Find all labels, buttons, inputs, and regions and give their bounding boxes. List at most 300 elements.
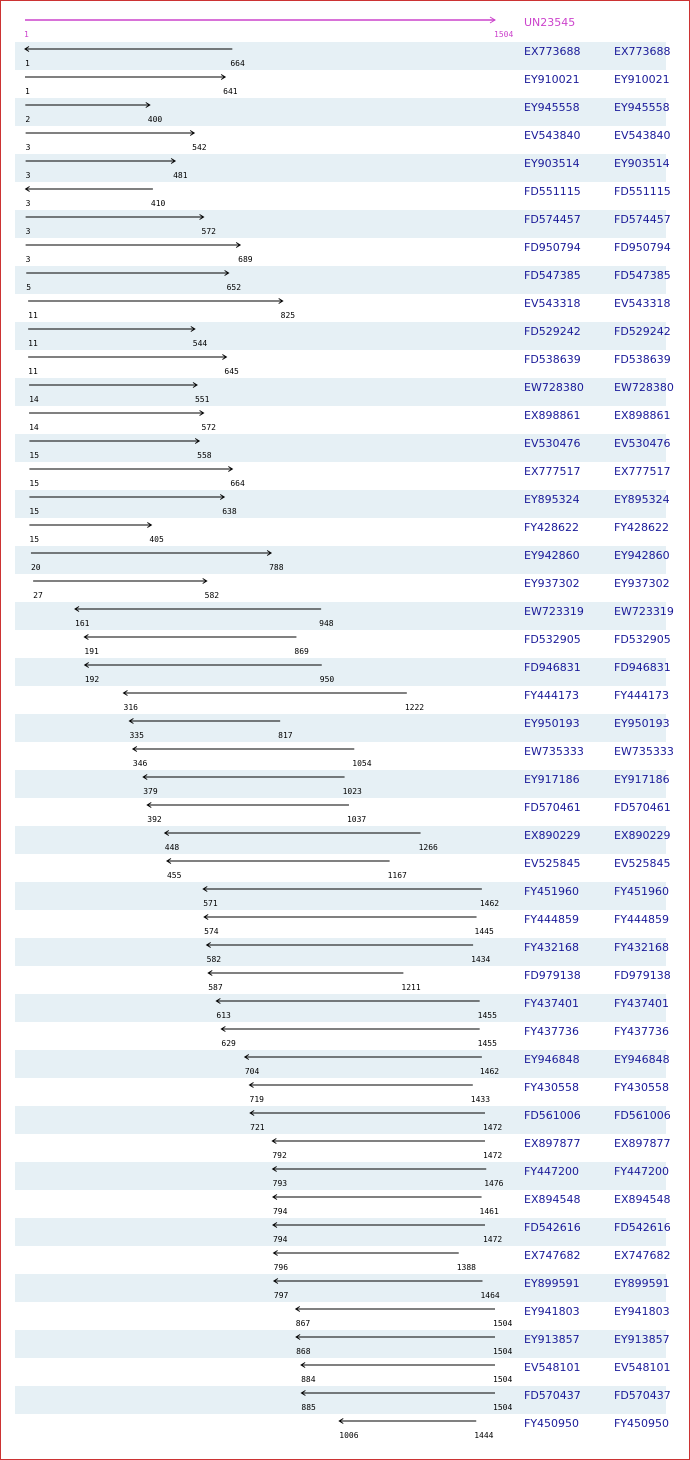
read-track	[15, 602, 515, 630]
read-track	[15, 1218, 515, 1246]
accession-link-secondary[interactable]: EY941803	[614, 1305, 670, 1318]
accession-link-secondary[interactable]: FD574457	[614, 213, 671, 226]
read-start-label: 15	[29, 479, 40, 488]
read-end-label: 645	[224, 367, 239, 376]
read-track	[15, 938, 515, 966]
read-start-label: 719	[249, 1095, 264, 1104]
read-end-label: 1504	[493, 1375, 513, 1384]
read-track	[15, 98, 515, 126]
alignment-row	[15, 70, 670, 98]
read-end-label: 1472	[482, 1151, 503, 1160]
alignment-row	[15, 854, 671, 882]
accession-link[interactable]: EY942860	[524, 549, 580, 562]
read-end-label: 1462	[479, 1067, 500, 1076]
alignment-row	[15, 826, 671, 854]
accession-link[interactable]: FY432168	[524, 941, 580, 954]
accession-link[interactable]: FY444173	[524, 689, 580, 702]
accession-link-secondary[interactable]: FY450950	[614, 1417, 670, 1430]
alignment-row	[15, 1050, 670, 1078]
alignment-row	[15, 966, 671, 994]
accession-link[interactable]: FD950794	[524, 241, 581, 254]
read-start-label: 794	[272, 1207, 288, 1216]
read-end-label: 664	[230, 479, 245, 488]
read-end-label: 1445	[474, 927, 494, 936]
read-end-label: 1455	[477, 1039, 497, 1048]
alignment-row	[15, 350, 671, 378]
accession-link[interactable]: FD547385	[524, 269, 581, 282]
accession-link[interactable]: FD529242	[524, 325, 581, 338]
alignment-row	[15, 238, 671, 266]
read-end-label: 638	[222, 507, 237, 516]
read-start-label: 20	[30, 563, 41, 572]
read-start-label: 582	[206, 955, 222, 964]
read-start-label: 587	[208, 983, 223, 992]
read-start-label: 629	[221, 1039, 236, 1048]
read-end-label: 689	[238, 255, 253, 264]
accession-link-secondary[interactable]: EV525845	[614, 857, 671, 870]
accession-link[interactable]: EX773688	[524, 45, 581, 58]
read-track	[15, 378, 515, 406]
read-track	[15, 350, 515, 378]
read-start-label: 868	[296, 1347, 311, 1356]
alignment-row	[15, 630, 671, 658]
read-end-label: 1472	[482, 1123, 503, 1132]
read-track	[15, 1106, 515, 1134]
read-track	[15, 1246, 515, 1274]
read-end-label: 1504	[493, 1319, 513, 1328]
alignment-row	[15, 126, 671, 154]
accession-link-secondary[interactable]: EW735333	[614, 745, 674, 758]
accession-link[interactable]: EY946848	[524, 1053, 580, 1066]
accession-link-secondary[interactable]: EX747682	[614, 1249, 671, 1262]
accession-link-secondary[interactable]: FD532905	[614, 633, 671, 646]
read-track	[15, 546, 515, 574]
accession-link-secondary[interactable]: FD542616	[614, 1221, 671, 1234]
accession-link[interactable]: EX894548	[524, 1193, 581, 1206]
read-track	[15, 1050, 515, 1078]
accession-link-secondary[interactable]: FD979138	[614, 969, 671, 982]
accession-link[interactable]: FY430558	[524, 1081, 580, 1094]
alignment-row	[15, 210, 671, 238]
read-track	[15, 742, 515, 770]
read-end-label: 788	[269, 563, 284, 572]
alignment-row	[15, 1358, 671, 1386]
accession-link[interactable]: FD538639	[524, 353, 581, 366]
accession-link[interactable]: EW723319	[524, 605, 584, 618]
read-end-label: 1266	[418, 843, 438, 852]
read-track	[15, 1162, 515, 1190]
read-start-label: 14	[29, 423, 39, 432]
read-end-label: 825	[280, 311, 296, 320]
read-track	[15, 994, 515, 1022]
read-start-label: 3	[25, 255, 31, 264]
read-end-label: 400	[147, 115, 163, 124]
accession-link-secondary[interactable]: EY903514	[614, 157, 670, 170]
alignment-row	[15, 462, 671, 490]
accession-link-secondary[interactable]: EY945558	[614, 101, 670, 114]
read-start-label: 571	[203, 899, 218, 908]
alignment-row	[15, 994, 670, 1022]
read-start-label: 11	[28, 311, 38, 320]
read-start-label: 1	[25, 59, 30, 68]
alignment-row	[15, 378, 674, 406]
accession-link-secondary[interactable]: FY437401	[614, 997, 670, 1010]
alignment-row	[15, 1022, 670, 1050]
read-start-label: 3	[25, 199, 31, 208]
read-start-label: 5	[26, 283, 32, 292]
alignment-rows	[15, 42, 674, 1442]
accession-link[interactable]: EX890229	[524, 829, 581, 842]
read-track	[15, 1022, 515, 1050]
read-track	[15, 714, 515, 742]
read-start-label: 793	[272, 1179, 288, 1188]
reference-start-label: 1	[24, 30, 29, 39]
read-end-label: 1476	[484, 1179, 504, 1188]
alignment-row	[15, 602, 674, 630]
accession-link-secondary[interactable]: FD529242	[614, 325, 671, 338]
alignment-row	[15, 770, 670, 798]
alignment-row	[15, 1414, 670, 1442]
alignment-row	[15, 574, 670, 602]
read-end-label: 817	[278, 731, 293, 740]
read-track	[15, 406, 515, 434]
read-end-label: 1211	[401, 983, 421, 992]
read-end-label: 405	[149, 535, 164, 544]
accession-link[interactable]: FD570437	[524, 1389, 581, 1402]
alignment-row	[15, 1246, 671, 1274]
read-end-label: 1433	[470, 1095, 491, 1104]
read-track	[15, 1302, 515, 1330]
accession-link[interactable]: EY913857	[524, 1333, 580, 1346]
alignment-row	[15, 882, 670, 910]
read-end-label: 950	[319, 675, 335, 684]
accession-link-secondary[interactable]: EV548101	[614, 1361, 671, 1374]
accession-link-secondary[interactable]: FY437736	[614, 1025, 670, 1038]
accession-link-secondary[interactable]: EX890229	[614, 829, 671, 842]
accession-link-secondary[interactable]: EY950193	[614, 717, 670, 730]
accession-link-secondary[interactable]: FY444173	[614, 689, 670, 702]
accession-link-secondary[interactable]: FD547385	[614, 269, 671, 282]
read-start-label: 14	[29, 395, 39, 404]
accession-link-secondary[interactable]: EV543840	[614, 129, 671, 142]
accession-link[interactable]: EV530476	[524, 437, 581, 450]
read-track	[15, 70, 515, 98]
accession-link-secondary[interactable]: EV543318	[614, 297, 671, 310]
read-end-label: 572	[201, 227, 216, 236]
accession-link-secondary[interactable]: EW728380	[614, 381, 674, 394]
read-start-label: 27	[33, 591, 43, 600]
read-end-label: 542	[192, 143, 207, 152]
reference-label[interactable]: UN23545	[524, 16, 576, 29]
accession-link[interactable]: EY910021	[524, 73, 580, 86]
alignment-row	[15, 98, 670, 126]
alignment-row	[15, 1134, 671, 1162]
read-track	[15, 686, 515, 714]
read-start-label: 2	[25, 115, 31, 124]
read-track	[15, 518, 515, 546]
accession-link-secondary[interactable]: EV530476	[614, 437, 671, 450]
read-track	[15, 154, 515, 182]
alignment-row	[15, 1162, 670, 1190]
accession-link[interactable]: EX747682	[524, 1249, 581, 1262]
accession-link-secondary[interactable]: EY910021	[614, 73, 670, 86]
accession-link-secondary[interactable]: EY895324	[614, 493, 670, 506]
accession-link[interactable]: FY447200	[524, 1165, 580, 1178]
read-track	[15, 1358, 515, 1386]
accession-link-secondary[interactable]: EX773688	[614, 45, 671, 58]
read-end-label: 1472	[482, 1235, 503, 1244]
read-end-label: 572	[201, 423, 216, 432]
read-end-label: 1462	[479, 899, 500, 908]
read-track	[15, 1134, 515, 1162]
accession-link-secondary[interactable]: EY937302	[614, 577, 670, 590]
read-start-label: 15	[29, 535, 40, 544]
read-start-label: 1	[25, 87, 30, 96]
read-end-label: 652	[226, 283, 242, 292]
read-start-label: 346	[132, 759, 148, 768]
read-end-label: 551	[194, 395, 210, 404]
accession-link[interactable]: FY428622	[524, 521, 580, 534]
accession-link-secondary[interactable]: FY447200	[614, 1165, 670, 1178]
alignment-row	[15, 322, 671, 350]
read-start-label: 392	[147, 815, 162, 824]
read-track	[15, 210, 515, 238]
alignment-row	[15, 1386, 671, 1414]
read-start-label: 161	[75, 619, 90, 628]
alignment-row	[15, 154, 670, 182]
read-track	[15, 490, 515, 518]
read-start-label: 704	[244, 1067, 260, 1076]
alignment-row	[15, 546, 670, 574]
read-start-label: 792	[272, 1151, 287, 1160]
read-track	[15, 182, 515, 210]
read-start-label: 335	[129, 731, 144, 740]
accession-link-secondary[interactable]: FY444859	[614, 913, 670, 926]
accession-link[interactable]: EX897877	[524, 1137, 581, 1150]
accession-link[interactable]: EY937302	[524, 577, 580, 590]
alignment-row	[15, 434, 671, 462]
read-track	[15, 770, 515, 798]
accession-link[interactable]: FY437736	[524, 1025, 580, 1038]
accession-link-secondary[interactable]: FD946831	[614, 661, 671, 674]
read-end-label: 664	[230, 59, 245, 68]
read-end-label: 1167	[387, 871, 407, 880]
read-end-label: 1434	[471, 955, 491, 964]
read-end-label: 641	[223, 87, 238, 96]
alignment-row	[15, 1218, 671, 1246]
read-track	[15, 434, 515, 462]
read-track	[15, 322, 515, 350]
read-track	[15, 126, 515, 154]
read-end-label: 481	[173, 171, 188, 180]
read-start-label: 721	[250, 1123, 265, 1132]
accession-link[interactable]: EV525845	[524, 857, 581, 870]
accession-link[interactable]: EV543840	[524, 129, 581, 142]
accession-link-secondary[interactable]: EX894548	[614, 1193, 671, 1206]
read-track	[15, 966, 515, 994]
read-track	[15, 1274, 515, 1302]
accession-link-secondary[interactable]: FD551115	[614, 185, 671, 198]
read-end-label: 1504	[493, 1347, 513, 1356]
read-end-label: 582	[204, 591, 220, 600]
read-track	[15, 798, 515, 826]
alignment-row	[15, 910, 670, 938]
read-track	[15, 462, 515, 490]
read-start-label: 3	[25, 171, 31, 180]
accession-link[interactable]: FD570461	[524, 801, 581, 814]
accession-link[interactable]: FD542616	[524, 1221, 581, 1234]
read-track	[15, 854, 515, 882]
alignment-row	[15, 182, 671, 210]
alignment-row	[15, 1106, 671, 1134]
read-track	[15, 1078, 515, 1106]
read-end-label: 1455	[477, 1011, 497, 1020]
alignment-row	[15, 658, 671, 686]
read-start-label: 191	[84, 647, 99, 656]
accession-link[interactable]: EY899591	[524, 1277, 580, 1290]
accession-link-secondary[interactable]: EY917186	[614, 773, 670, 786]
accession-link[interactable]: FY444859	[524, 913, 580, 926]
reference-track	[0, 0, 690, 42]
accession-link[interactable]: FD551115	[524, 185, 581, 198]
accession-link[interactable]: EW728380	[524, 381, 584, 394]
accession-link[interactable]: EY941803	[524, 1305, 580, 1318]
read-start-label: 867	[295, 1319, 311, 1328]
read-end-label: 948	[319, 619, 334, 628]
read-start-label: 796	[273, 1263, 289, 1272]
read-end-label: 869	[294, 647, 309, 656]
accession-link-secondary[interactable]: EY946848	[614, 1053, 670, 1066]
accession-link[interactable]: EY945558	[524, 101, 580, 114]
read-start-label: 3	[25, 227, 31, 236]
read-start-label: 15	[29, 507, 40, 516]
accession-link-secondary[interactable]: EY913857	[614, 1333, 670, 1346]
alignment-row	[15, 1190, 671, 1218]
alignment-row	[15, 42, 671, 70]
read-end-label: 1504	[493, 1403, 513, 1412]
accession-link-secondary[interactable]: EY899591	[614, 1277, 670, 1290]
alignment-row	[15, 294, 671, 322]
accession-link-secondary[interactable]: EY942860	[614, 549, 670, 562]
accession-link[interactable]: FY450950	[524, 1417, 580, 1430]
alignment-row	[15, 406, 671, 434]
alignment-row	[15, 938, 670, 966]
read-track	[15, 574, 515, 602]
accession-link[interactable]: FD574457	[524, 213, 581, 226]
reference-end-label: 1504	[494, 30, 514, 39]
alignment-row	[15, 1078, 670, 1106]
accession-link-secondary[interactable]: FD570437	[614, 1389, 671, 1402]
accession-link[interactable]: FY437401	[524, 997, 580, 1010]
read-start-label: 794	[272, 1235, 288, 1244]
accession-link[interactable]: EY895324	[524, 493, 580, 506]
accession-link-secondary[interactable]: FD538639	[614, 353, 671, 366]
read-track	[15, 910, 515, 938]
accession-link-secondary[interactable]: EW723319	[614, 605, 674, 618]
read-end-label: 1461	[479, 1207, 499, 1216]
read-end-label: 1054	[352, 759, 372, 768]
accession-link[interactable]: EV548101	[524, 1361, 581, 1374]
alignment-row	[15, 490, 670, 518]
accession-link[interactable]: EV543318	[524, 297, 581, 310]
alignment-row	[15, 518, 670, 546]
accession-link-secondary[interactable]: EX777517	[614, 465, 671, 478]
accession-link[interactable]: EW735333	[524, 745, 584, 758]
read-start-label: 11	[28, 339, 38, 348]
read-start-label: 613	[216, 1011, 231, 1020]
accession-link[interactable]: EX777517	[524, 465, 581, 478]
read-track	[15, 826, 515, 854]
read-end-label: 1037	[346, 815, 367, 824]
accession-link-secondary[interactable]: FD570461	[614, 801, 671, 814]
read-track	[15, 294, 515, 322]
accession-link-secondary[interactable]: EX897877	[614, 1137, 671, 1150]
accession-link[interactable]: FY451960	[524, 885, 580, 898]
alignment-row	[15, 1330, 670, 1358]
read-start-label: 455	[166, 871, 182, 880]
read-start-label: 15	[29, 451, 40, 460]
alignment-row	[15, 686, 670, 714]
read-end-label: 558	[197, 451, 212, 460]
read-start-label: 379	[143, 787, 158, 796]
accession-link[interactable]: FD532905	[524, 633, 581, 646]
accession-link-secondary[interactable]: EX898861	[614, 409, 671, 422]
read-start-label: 448	[164, 843, 180, 852]
accession-link-secondary[interactable]: FY432168	[614, 941, 670, 954]
read-track	[15, 238, 515, 266]
read-track	[15, 882, 515, 910]
accession-link[interactable]: FD979138	[524, 969, 581, 982]
accession-link-secondary[interactable]: FY430558	[614, 1081, 670, 1094]
accession-link-secondary[interactable]: FY451960	[614, 885, 670, 898]
read-track	[15, 266, 515, 294]
read-end-label: 1023	[342, 787, 362, 796]
alignment-row	[15, 1274, 670, 1302]
read-end-label: 1388	[456, 1263, 476, 1272]
read-start-label: 797	[273, 1291, 289, 1300]
accession-link[interactable]: EX898861	[524, 409, 581, 422]
read-track	[15, 1330, 515, 1358]
read-end-label: 1464	[480, 1291, 500, 1300]
alignment-row	[15, 714, 670, 742]
accession-link-secondary[interactable]: FD561006	[614, 1109, 671, 1122]
alignment-row	[15, 798, 671, 826]
read-track	[15, 42, 515, 70]
accession-link[interactable]: EY903514	[524, 157, 580, 170]
read-track	[15, 1414, 515, 1442]
read-start-label: 885	[301, 1403, 316, 1412]
accession-link-secondary[interactable]: FY428622	[614, 521, 670, 534]
accession-link[interactable]: FD946831	[524, 661, 581, 674]
accession-link[interactable]: EY917186	[524, 773, 580, 786]
read-start-label: 192	[84, 675, 100, 684]
read-start-label: 316	[123, 703, 138, 712]
read-start-label: 574	[204, 927, 219, 936]
read-start-label: 884	[301, 1375, 316, 1384]
read-track	[15, 1190, 515, 1218]
read-track	[15, 1386, 515, 1414]
alignment-row	[15, 266, 671, 294]
alignment-row	[15, 1302, 670, 1330]
accession-link[interactable]: EY950193	[524, 717, 580, 730]
accession-link[interactable]: FD561006	[524, 1109, 581, 1122]
alignment-row	[15, 742, 674, 770]
read-end-label: 544	[192, 339, 208, 348]
read-end-label: 1444	[474, 1431, 494, 1440]
read-end-label: 1222	[404, 703, 425, 712]
read-start-label: 1006	[339, 1431, 359, 1440]
accession-link-secondary[interactable]: FD950794	[614, 241, 671, 254]
